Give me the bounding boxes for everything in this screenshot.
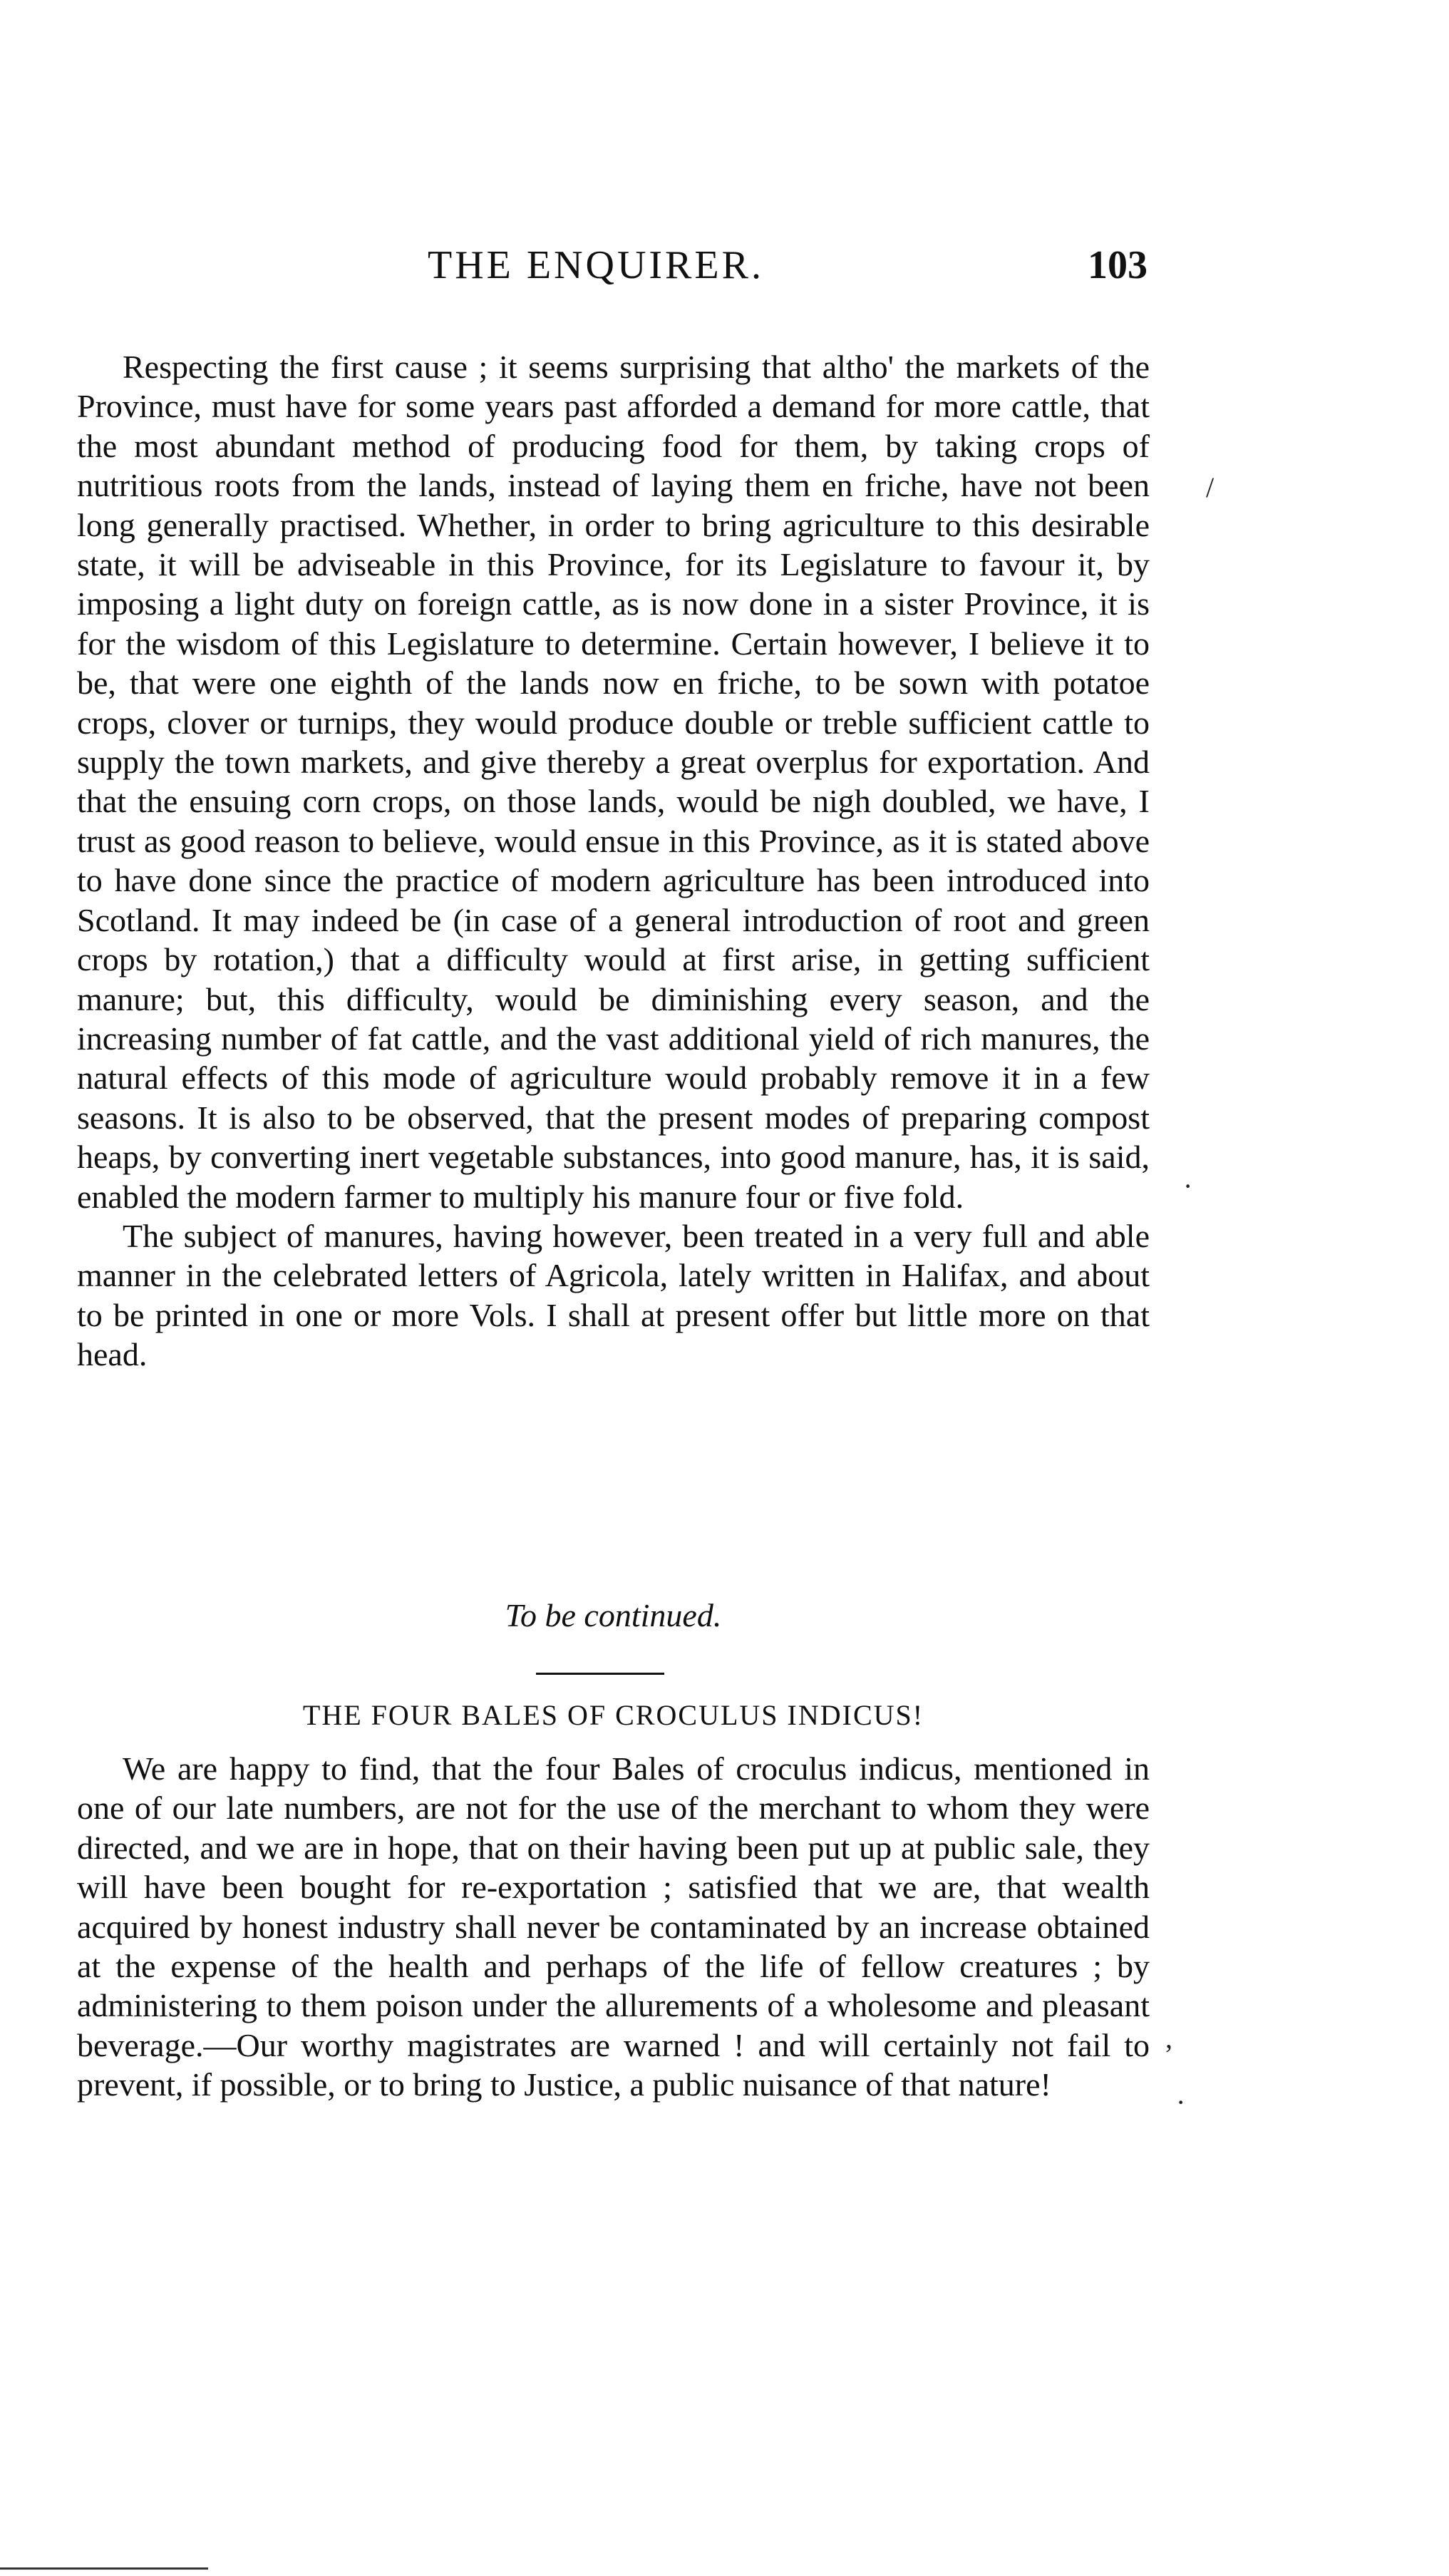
margin-mark: · <box>1176 2086 1186 2118</box>
running-title: THE ENQUIRER. <box>428 243 764 287</box>
scan-edge-line <box>0 2567 208 2570</box>
article-croculus-indicus <box>77 1749 1150 2105</box>
article-paragraph: The subject of manures, having however, been treated in a very full and able manner in the celebrated letters of Agricola, lately written in Halifax, and about to be printed in one or more Vols. I shall at present offer but little more on that head. <box>77 1217 1150 1373</box>
margin-mark: / <box>1206 471 1215 503</box>
section-divider <box>536 1673 664 1675</box>
running-head <box>428 242 1148 299</box>
margin-mark: · <box>1183 1170 1193 1202</box>
article-enquirer-continuation <box>77 347 1150 1375</box>
page-number: 103 <box>1088 243 1148 287</box>
margin-mark: , <box>1165 2022 1172 2054</box>
article-heading: THE FOUR BALES OF CROCULUS INDICUS! <box>302 1699 924 1731</box>
article-paragraph: Respecting the first cause ; it seems surprising that altho' the markets of the Province, must have for some years past afforded a demand for more cattle, that the most abundant method of producing food for them, by taking crops of nutritious roots from the lands, instead of laying them en friche, have not been long generally practised. Whether, in order to bring agriculture to this desirable state, it will be adviseable in this Province, for its Legislature to favour it, by imposing a light duty on foreign cattle, as is now done in a sister Province, it is for the wisdom of this Legislature to determine. Certain however, I believe it to be, that were one eighth of the lands now en friche, to be sown with potatoe crops, clover or turnips, they would produce double or treble sufficient cattle to supply the town markets, and give thereby a great overplus for exportation. And that the ensuing corn crops, on those lands, would be nigh doubled, we have, I trust as good reason to believe, would ensue in this Province, as it is stated above to have done since the practice of modern agriculture has been introduced into Scotland. It may indeed be (in case of a general introduction of root and green crops by rotation,) that a difficulty would at first arise, in getting sufficient manure; but, this difficulty, would be diminishing every season, and the increasing number of fat cattle, and the vast additional yield of rich manures, the natural effects of this mode of agriculture would probably remove it in a few seasons. It is also to be observed, that the present modes of preparing compost heaps, by converting inert vegetable substances, into good manure, has, it is said, enabled the modern farmer to multiply his manure four or five fold. <box>77 349 1150 1215</box>
article-paragraph: We are happy to find, that the four Bales of croculus indicus, mentioned in one of our late numbers, are not for the use of the merchant to whom they were directed, and we are in hope, that on their having been put up at public sale, they will have been bought for re-exportation ; satisfied that we are, that wealth acquired by honest industry shall never be contaminated by an increase obtained at the expense of the health and perhaps of the life of fellow creatures ; by administering to them poison under the allurements of a wholesome and pleasant beverage.—Our worthy magistrates are warned ! and will certainly not fail to prevent, if possible, or to bring to Justice, a public nuisance of that nature! <box>77 1750 1150 2103</box>
to-be-continued-note: To be continued. <box>505 1597 722 1633</box>
